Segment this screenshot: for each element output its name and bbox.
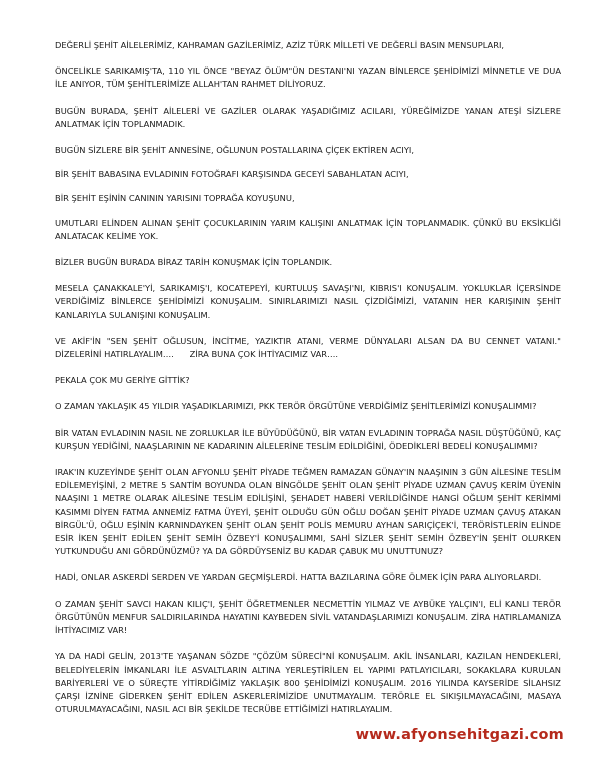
paragraph-soldiers: HADİ, ONLAR ASKERDİ SERDEN VE YARDAN GEÇMİŞLERDİ. HATTA BAZILARINA GÖRE ÖLMEK İÇİN PARA ALIYORLARDI. <box>55 572 542 583</box>
document-body <box>55 39 564 729</box>
paragraph-question: PEKALA ÇOK MU GERİYE GİTTİK? <box>55 375 190 386</box>
paragraph-battles: MESELA ÇANAKKALE'Yİ, SARIKAMIŞ'I, KOCATEPEYİ, KURTULUŞ SAVAŞI'NI, KIBRIS'I KONUŞALIM. YOKLUKLAR İÇERSİNDE VERDİĞİMİZ BİNLERCE ŞEHİDİMİZİ KONUŞALIM. SINIRLARIMIZI NASIL ÇİZDİĞİMİZİ, VATANIN HER KARIŞININ ŞEHİT KANLARIYLA SULANIŞINI KONUŞALIM. <box>55 283 561 320</box>
paragraph-greeting: DEĞERLİ ŞEHİT AİLELERİMİZ, KAHRAMAN GAZİLERİMİZ, AZİZ TÜRK MİLLETİ VE DEĞERLİ BASIN MENSUPLARI, <box>55 40 505 50</box>
website-link[interactable]: www.afyonsehitgazi.com <box>355 727 564 743</box>
paragraph-purpose: BUGÜN BURADA, ŞEHİT AİLELERİ VE GAZİLER OLARAK YAŞADIĞIMIZ ACILARI, YÜREĞİMİZDE YANAN ATEŞİ SİZLERE ANLATMAK İÇİN TOPLANMADIK. <box>55 105 561 129</box>
paragraph-history: BİZLER BUGÜN BURADA BİRAZ TARİH KONUŞMAK İÇİN TOPLANDIK. <box>55 257 333 268</box>
paragraph-peace-process: YA DA HADİ GELİN, 2013'TE YAŞANAN SÖZDE "ÇÖZÜM SÜRECİ"Nİ KONUŞALIM. AKİL İNSANLARI, KAZILAN HENDEKLERİ, BELEDİYELERİN İMKANLARI İLE ASVALTLARIN ALTINA YERLEŞTİRİLEN EL YAPIMI PATLAYICILARI, SOKAKLARA KURULAN BARİYERLERİ VE O SÜREÇTE YİTİRDİĞİMİZ YAKLAŞIK 800 ŞEHİDİMİZİ KONUŞALIM. 2016 YILINDA KAYSERİDE SİLAHSIZ ÇARŞI İZNİNE GİDERKEN ŞEHİT EDİLEN ASKERLERİMİZİDE UNUTMAYALIM. TERÖRLE EL SIKIŞILMAYACAĞINI, MASAYA OTURULMAYACAĞINI, NASIL ACI BİR ŞEKİLDE TECRÜBE ETTİĞİMİZİ HATIRLAYALIM. <box>55 651 561 715</box>
paragraph-akif-quote: VE AKİF'İN "SEN ŞEHİT OĞLUSUN, İNCİTME, YAZIKTIR ATANI, VERME DÜNYALARI ALSAN DA BU CENNET VATANI." DİZELERİNİ HATIRLAYALIM…. ZİRA BUNA ÇOK İHTİYACIMIZ VAR…. <box>55 335 564 360</box>
paragraph-martyrs-names: IRAK'IN KUZEYİNDE ŞEHİT OLAN AFYONLU ŞEHİT PİYADE TEĞMEN RAMAZAN GÜNAY'IN NAAŞININ 3 GÜN AİLESİNE TESLİM EDİLEMEYİŞİNİ, 2 METRE 5 SANTİM BOYUNDA OLAN BİNGÖLDE ŞEHİT OLAN ŞEHİT PİYADE UZMAN ÇAVUŞ KERİM ÜYENİN NAAŞINI 1 METRE OLARAK AİLESİNE TESLİM EDİLİŞİNİ, ŞEHADET HABERİ VERİLDİĞİNDE HANGİ OĞLUM ŞEHİT KERİMMİ KASIMMI DİYEN FATMA ANNEMİZ FATMA ÜYEYİ, ŞEHİT OLDUĞU GÜN OĞLU DOĞAN ŞEHİT PİYADE UZMAN ÇAVUŞ ATAKAN BİRGÜL'Ü, OĞLU EŞİNİN KARNINDAYKEN ŞEHİT OLAN ŞEHİT POLİS MEMURU AYHAN SARIÇİÇEK'İ, TERÖRİSTLERİN ELİNDE ESİR İKEN ŞEHİT EDİLEN ŞEHİT SEMİH ÖZBEY'İ KONUŞALIMMI, SAHİ SİZLER ŞEHİT SEMİH ÖZBEY'İN ŞEHİT OLURKEN YUTKUNDUĞU ANI GÖRDÜNÜZMÜ? YA DA GÖRDÜYSENİZ BU KADAR ÇABUK MU UNUTTUNUZ? <box>55 467 561 557</box>
paragraph-spouse: BİR ŞEHİT EŞİNİN CANININ YARISINI TOPRAĞA KOYUŞUNU, <box>55 193 295 204</box>
paragraph-father: BİR ŞEHİT BABASINA EVLADININ FOTOĞRAFI KARŞISINDA GECEYİ SABAHLATAN ACIYI, <box>55 169 409 180</box>
paragraph-commemoration: ÖNCELİKLE SARIKAMIŞ'TA, 110 YIL ÖNCE "BEYAZ ÖLÜM"ÜN DESTANI'NI YAZAN BİNLERCE ŞEHİDİMİZİ MİNNETLE VE DUA İLE ANIYOR, TÜM ŞEHİTLERİMİZE ALLAH'TAN RAHMET DİLİYORUZ. <box>55 66 561 90</box>
paragraph-children: UMUTLARI ELİNDEN ALINAN ŞEHİT ÇOCUKLARININ YARIM KALIŞINI ANLATMAK İÇİN TOPLANMADIK. ÇÜNKÜ BU EKSİKLİĞİ ANLATACAK KELİME YOK. <box>55 217 561 241</box>
paragraph-soldier: BİR VATAN EVLADININ NASIL NE ZORLUKLAR İLE BÜYÜDÜĞÜNÜ, BİR VATAN EVLADININ TOPRAĞA NASIL DÜŞTÜĞÜNÜ, KAÇ KURŞUN YEDİĞİNİ, NAAŞLARININ NE KADARININ AİLELERİNE TESLİM EDİLDİĞİNİ, ÖDEDİKLERİ BEDELİ KONUŞALIMMI? <box>55 427 561 451</box>
paragraph-pkk: O ZAMAN YAKLAŞIK 45 YILDIR YAŞADIKLARIMIZI, PKK TERÖR ÖRGÜTÜNE VERDİĞİMİZ ŞEHİTLERİMİZİ KONUŞALIMMI? <box>55 401 537 412</box>
paragraph-mother: BUGÜN SİZLERE BİR ŞEHİT ANNESİNE, OĞLUNUN POSTALLARINA ÇİÇEK EKTİREN ACIYI, <box>55 145 415 156</box>
paragraph-civilians: O ZAMAN ŞEHİT SAVCI HAKAN KILIÇ'I, ŞEHİT ÖĞRETMENLER NECMETTİN YILMAZ VE AYBÜKE YALÇIN'I, ELİ KANLI TERÖR ÖRGÜTÜNÜN MENFUR SALDIRILARINDA HAYATINI KAYBEDEN SİVİL VATANDAŞLARIMIZI KONUŞALIM. ZİRA HATIRLAMANIZA İHTİYACIMIZ VAR! <box>55 598 561 636</box>
